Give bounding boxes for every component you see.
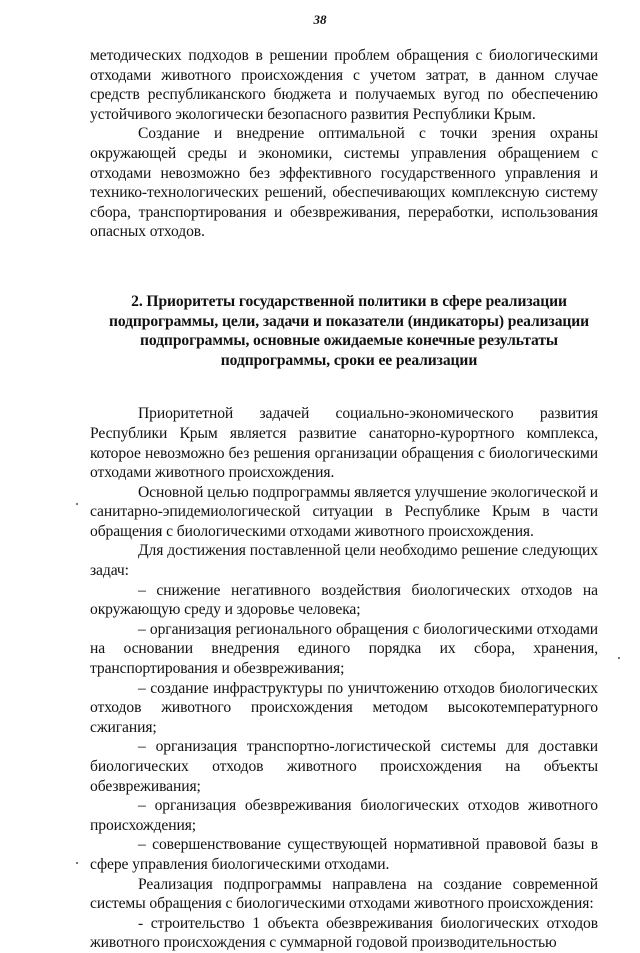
page-number: 38 — [313, 12, 327, 27]
document-body — [90, 46, 598, 953]
paragraph-intro-continuation: методических подходов в решении проблем обращения с биологическими отходами животного происхождения с учетом затрат, в данном случае средств республиканского бюджета и получаемых вyгод по обеспечению устойчивого экологически безопасного развития Республики Крым. — [90, 47, 598, 123]
list-item-task-3: – создание инфраструктуры по уничтожению отходов биологических отходов животного происхождения методом высокотемпературного сжигания; — [90, 679, 598, 736]
paragraph-goal: Основной целью подпрограммы является улучшение экологической и санитарно-эпидемиологической ситуации в Республике Крым в части обращения с биологическими отходами животного происхождения. — [90, 483, 598, 540]
paragraph-tasks-intro: Для достижения поставленной цели необходимо решение следующих задач: — [90, 542, 598, 580]
section-heading: 2. Приоритеты государственной политики в сфере реализации подпрограммы, цели, задачи и показатели (индикаторы) реализации подпрограммы, основные ожидаемые конечные результаты подпрограммы, сроки ее реализации — [108, 292, 590, 369]
list-item-task-2: – организация регионального обращения с биологическими отходами на основании внедрения единого порядка их сбора, хранения, транспортирования и обезвреживания; — [90, 620, 598, 678]
paragraph-system-creation: Создание и внедрение оптимальной с точки зрения охраны окружающей среды и экономики, системы управления обращением с отходами невозможно без эффективного государственного управления и технико-технологических решений, обеспечивающих комплексную систему сбора, транспортирования и обезвреживания, переработки, использования опасных отходов. — [90, 125, 598, 241]
scan-speck — [76, 862, 78, 864]
list-item-task-4: – организация транспортно-логистической системы для доставки биологических отходов животного происхождения на объекты обезвреживания; — [90, 738, 598, 795]
scan-speck — [76, 503, 78, 505]
list-item-task-6: – совершенствование существующей нормативной правовой базы в сфере управления биологическими отходами. — [90, 836, 598, 873]
list-item-task-1: – снижение негативного воздействия биологических отходов на окружающую среду и здоровье человека; — [90, 581, 598, 619]
list-item-task-5: – организация обезвреживания биологических отходов животного происхождения; — [90, 797, 598, 834]
list-item-construction: - строительство 1 объекта обезвреживания биологических отходов животного происхождения с суммарной годовой производительностью — [90, 914, 598, 952]
paragraph-priority: Приоритетной задачей социально-экономического развития Республики Крым является развитие санаторно-курортного комплекса, которое невозможно без решения организации обращения с биологическими отходами животного происхождения. — [90, 405, 598, 482]
paragraph-implementation: Реализация подпрограммы направлена на создание современной системы обращения с биологическими отходами животного происхождения: — [90, 875, 598, 913]
scan-speck — [618, 657, 620, 659]
